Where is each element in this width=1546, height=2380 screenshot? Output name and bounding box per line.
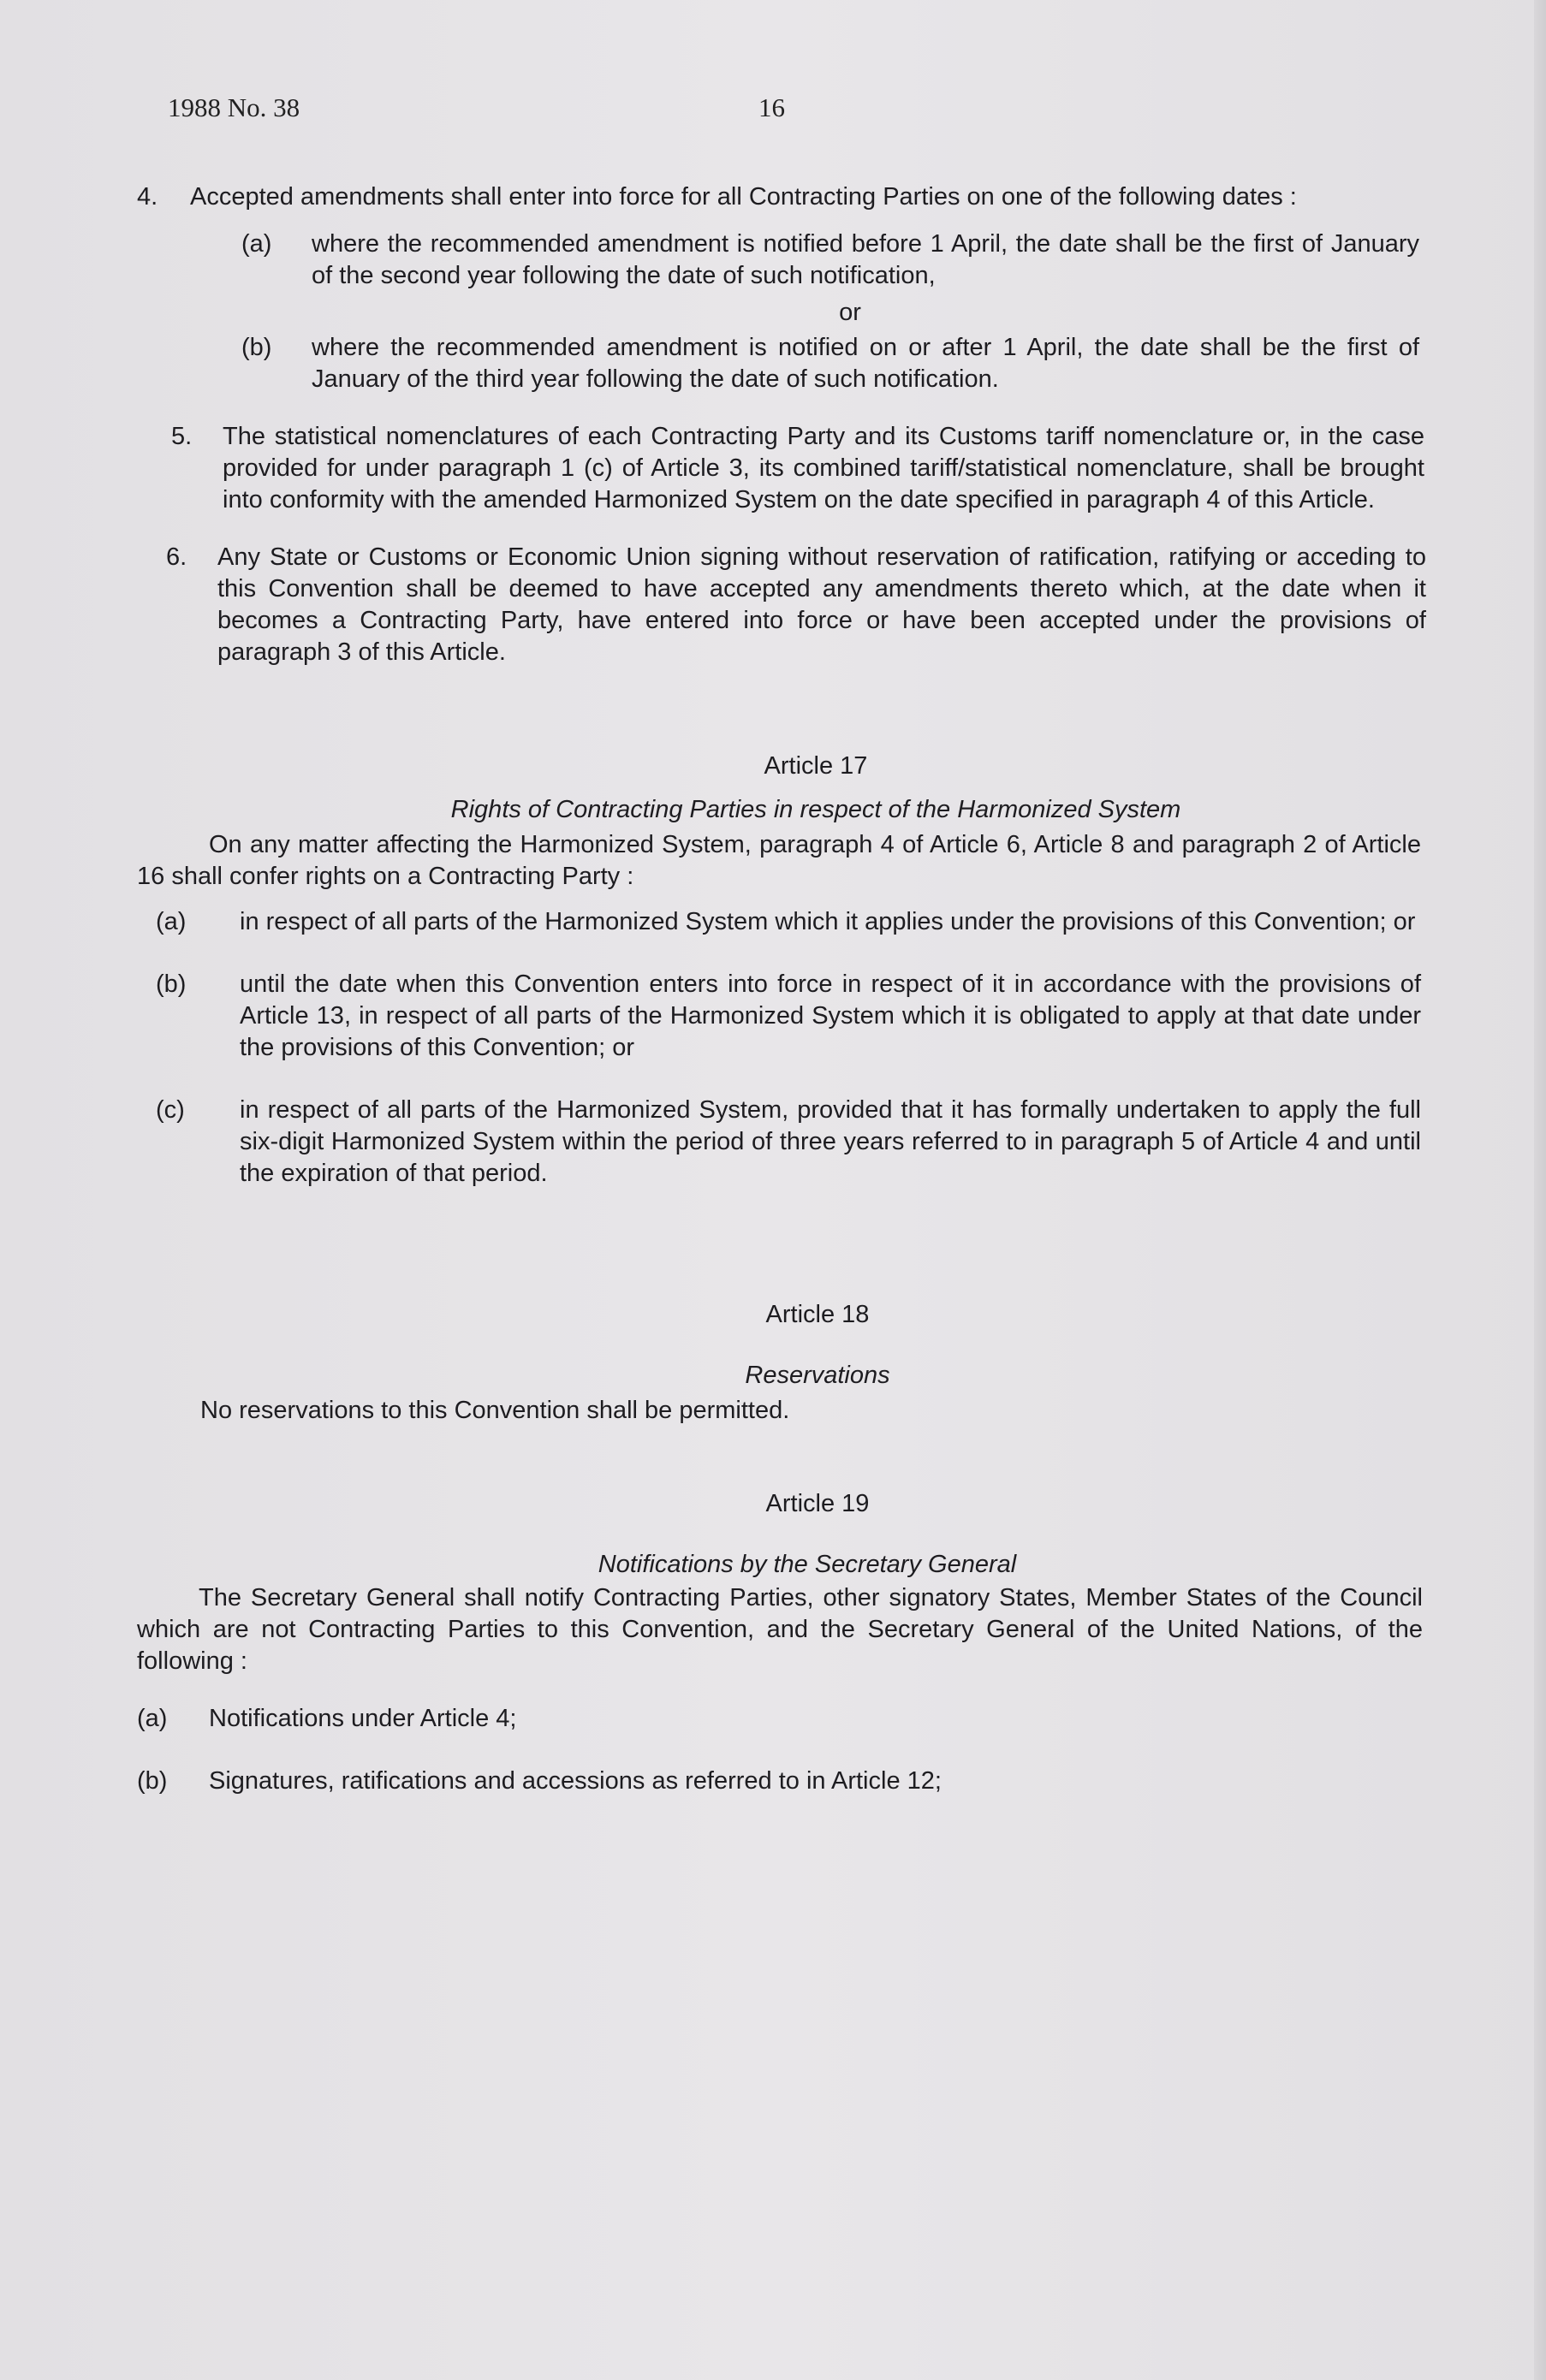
item-text: in respect of all parts of the Harmonized System which it applies under the provisions of this Convention; or: [240, 908, 1416, 935]
article-17-item-a: [156, 906, 1460, 938]
item-text: Signatures, ratifications and accessions as referred to in Article 12;: [209, 1767, 942, 1795]
article-19-title: Notifications by the Secretary General: [598, 1551, 1017, 1578]
item-label: (a): [241, 230, 272, 258]
paragraph-number: 4.: [137, 183, 158, 211]
paragraph-text: Accepted amendments shall enter into force for all Contracting Parties on one of the following dates :: [190, 183, 1297, 211]
paragraph-number: 6.: [166, 543, 187, 571]
item-label: (a): [137, 1705, 168, 1732]
article-17-item-b: [156, 969, 1460, 1064]
page-body: [137, 181, 1460, 1797]
paragraph-5: [171, 421, 1460, 516]
article-17-item-c: [156, 1095, 1460, 1190]
paragraph-4-item-a: [241, 229, 1460, 292]
paragraph-text: The statistical nomenclatures of each Contracting Party and its Customs tariff nomenclature or, in the case provided for under paragraph 1 (c) of Article 3, its combined tariff/statistical nomenclature, shall be brought into conformity with the amended Harmonized System on the date specified in paragraph 4 of this Article.: [223, 423, 1424, 513]
page-number: 16: [758, 92, 785, 122]
item-text: Notifications under Article 4;: [209, 1705, 517, 1732]
article-18-heading: Article 18: [765, 1301, 870, 1328]
item-label: (b): [137, 1767, 168, 1795]
article-19-heading: Article 19: [765, 1490, 870, 1517]
item-text: in respect of all parts of the Harmonized System, provided that it has formally undertaken to apply the full six-digit Harmonized System within the period of three years referred to in paragraph 5 of Article 4 and until the expiration of that period.: [240, 1096, 1421, 1187]
item-text: where the recommended amendment is notified on or after 1 April, the date shall be the first of January of the third year following the date of such notification.: [312, 334, 1419, 393]
article-17-intro: On any matter affecting the Harmonized System, paragraph 4 of Article 6, Article 8 and paragraph 2 of Article 16 shall confer rights on a Contracting Party :: [137, 831, 1421, 890]
paragraph-text: Any State or Customs or Economic Union signing without reservation of ratification, ratifying or acceding to this Convention shall be deemed to have accepted any amendments thereto which, at the date when it becomes a Contracting Party, have entered into force or have been accepted under the provisions of paragraph 3 of this Article.: [217, 543, 1426, 666]
item-label: (b): [241, 334, 272, 361]
paragraph-6: [166, 542, 1460, 668]
article-18-text: No reservations to this Convention shall be permitted.: [200, 1397, 790, 1424]
item-label: (a): [156, 908, 187, 935]
item-text: where the recommended amendment is notified before 1 April, the date shall be the first of January of the second year following the date of such notification,: [312, 230, 1419, 289]
paragraph-4: [137, 181, 1460, 213]
page-spine-shadow: [1534, 0, 1546, 2380]
article-19-item-b: [137, 1766, 1460, 1797]
article-19-intro: The Secretary General shall notify Contracting Parties, other signatory States, Member States of the Council which are not Contracting Parties to this Convention, and the Secretary General of the United Nations, of the following :: [137, 1584, 1423, 1675]
or-separator: or: [839, 299, 861, 326]
article-19-item-a: [137, 1703, 1460, 1735]
paragraph-4-item-b: [241, 332, 1460, 395]
article-17-heading: Article 17: [764, 752, 868, 780]
paragraph-number: 5.: [171, 423, 193, 450]
article-18-title: Reservations: [745, 1362, 890, 1389]
article-17-title: Rights of Contracting Parties in respect of the Harmonized System: [450, 796, 1181, 823]
item-label: (c): [156, 1096, 185, 1124]
item-label: (b): [156, 970, 187, 998]
item-text: until the date when this Convention enters into force in respect of it in accordance with the provisions of Article 13, in respect of all parts of the Harmonized System which it is obligated to apply at that date under the provisions of this Convention; or: [240, 970, 1421, 1061]
running-header: 1988 No. 38: [168, 92, 300, 122]
